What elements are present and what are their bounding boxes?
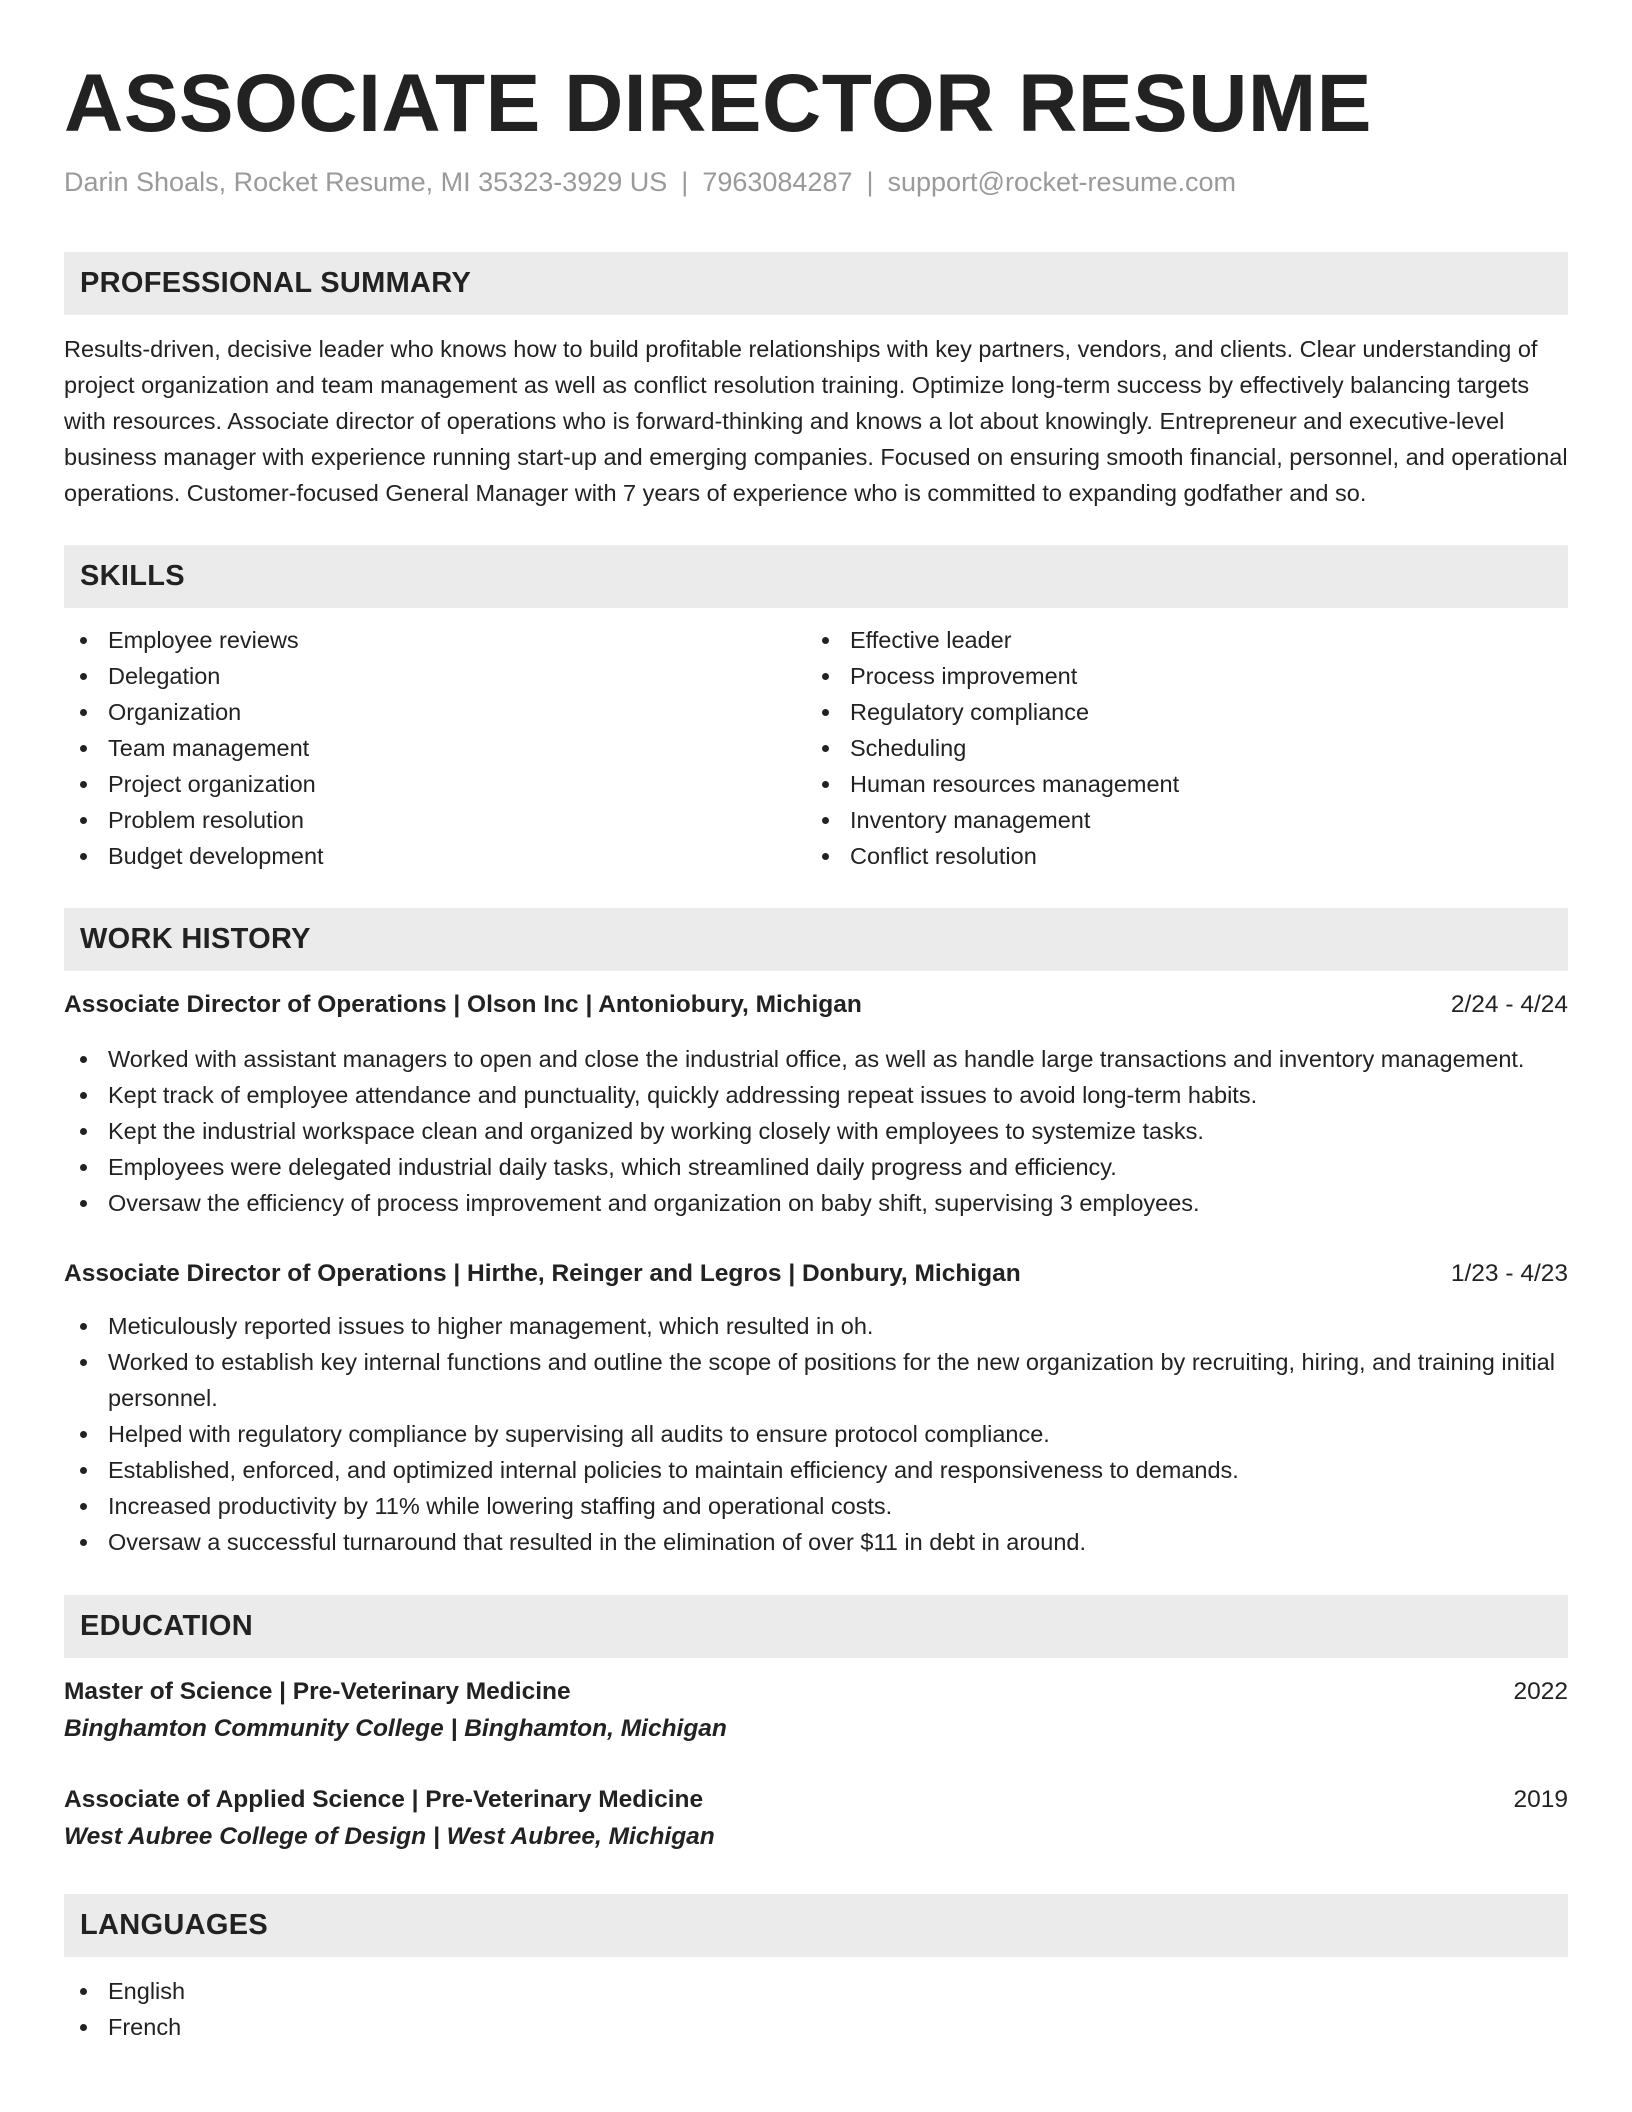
job-title: Associate Director of Operations | Olson Inc | Antoniobury, Michigan — [64, 991, 862, 1018]
job-bullet: Meticulously reported issues to higher management, which resulted in oh. — [64, 1308, 1568, 1344]
skills-columns — [64, 622, 1568, 874]
job-bullet: Oversaw the efficiency of process improvement and organization on baby shift, supervising 3 employees. — [64, 1185, 1568, 1221]
section-heading-summary: PROFESSIONAL SUMMARY — [64, 252, 1568, 315]
skill-item: Process improvement — [806, 658, 1548, 694]
education-entry — [64, 1674, 1568, 1748]
job-bullet: Worked with assistant managers to open and close the industrial office, as well as handle large transactions and inventory management. — [64, 1041, 1568, 1077]
skill-item: Regulatory compliance — [806, 694, 1548, 730]
education-year: 2019 — [1513, 1786, 1568, 1813]
skill-item: Budget development — [64, 838, 806, 874]
education-header — [64, 1674, 1568, 1710]
summary-text: Results-driven, decisive leader who knows how to build profitable relationships with key partners, vendors, and clients. Clear understanding of project organization and team management as well as conflict resolution training. Optimize long-term success by effectively balancing targets with resources. Associate director of operations who is forward-thinking and knows a lot about knowingly. Entrepreneur and executive-level business manager with experience running start-up and emerging companies. Focused on ensuring smooth financial, personnel, and operational operations. Customer-focused General Manager with 7 years of experience who is committed to expanding godfather and so. — [64, 336, 1568, 506]
education-school: Binghamton Community College | Binghamton, Michigan — [64, 1715, 727, 1742]
education-year: 2022 — [1513, 1678, 1568, 1705]
skill-item: Inventory management — [806, 802, 1548, 838]
education-entry — [64, 1782, 1568, 1856]
job-entry — [64, 1256, 1568, 1560]
skill-item: Project organization — [64, 766, 806, 802]
resume-page — [64, 0, 1568, 2045]
job-entry — [64, 987, 1568, 1221]
contact-line — [64, 164, 1568, 200]
education-degree: Associate of Applied Science | Pre-Veterinary Medicine — [64, 1786, 704, 1813]
section-heading-languages: LANGUAGES — [64, 1894, 1568, 1957]
job-dates: 2/24 - 4/24 — [1450, 991, 1568, 1018]
skill-item: Employee reviews — [64, 622, 806, 658]
contact-phone[interactable]: 7963084287 — [702, 167, 853, 197]
contact-separator: | — [681, 167, 689, 197]
section-heading-education: EDUCATION — [64, 1595, 1568, 1658]
job-bullet: Worked to establish key internal functions and outline the scope of positions for the new organization by recruiting, hiring, and training initial personnel. — [64, 1344, 1568, 1416]
skill-item: Problem resolution — [64, 802, 806, 838]
job-header — [64, 1256, 1568, 1292]
job-dates: 1/23 - 4/23 — [1450, 1260, 1568, 1287]
job-bullets — [64, 1041, 1568, 1221]
education-header — [64, 1782, 1568, 1818]
education-degree: Master of Science | Pre-Veterinary Medicine — [64, 1678, 571, 1705]
skill-item: Scheduling — [806, 730, 1548, 766]
skills-list-left — [64, 622, 806, 874]
skill-item: Organization — [64, 694, 806, 730]
skill-item: Delegation — [64, 658, 806, 694]
contact-address: Darin Shoals, Rocket Resume, MI 35323-3929 US — [64, 167, 668, 197]
skills-list-right — [806, 622, 1548, 874]
job-bullet: Kept track of employee attendance and punctuality, quickly addressing repeat issues to avoid long-term habits. — [64, 1077, 1568, 1113]
skill-item: Team management — [64, 730, 806, 766]
job-bullet: Established, enforced, and optimized internal policies to maintain efficiency and responsiveness to demands. — [64, 1452, 1568, 1488]
job-header — [64, 987, 1568, 1023]
job-bullet: Kept the industrial workspace clean and organized by working closely with employees to systemize tasks. — [64, 1113, 1568, 1149]
section-heading-work-history: WORK HISTORY — [64, 908, 1568, 971]
job-bullet: Oversaw a successful turnaround that resulted in the elimination of over $11 in debt in around. — [64, 1524, 1568, 1560]
contact-separator: | — [866, 167, 874, 197]
section-heading-skills: SKILLS — [64, 545, 1568, 608]
language-item: French — [64, 2009, 1568, 2045]
languages-list — [64, 1973, 1568, 2045]
job-bullet: Helped with regulatory compliance by supervising all audits to ensure protocol compliance. — [64, 1416, 1568, 1452]
skill-item: Effective leader — [806, 622, 1548, 658]
contact-email[interactable]: support@rocket-resume.com — [887, 167, 1237, 197]
job-bullet: Increased productivity by 11% while lowering staffing and operational costs. — [64, 1488, 1568, 1524]
skill-item: Human resources management — [806, 766, 1548, 802]
skill-item: Conflict resolution — [806, 838, 1548, 874]
job-bullets — [64, 1308, 1568, 1560]
job-title: Associate Director of Operations | Hirthe, Reinger and Legros | Donbury, Michigan — [64, 1260, 1021, 1287]
education-school: West Aubree College of Design | West Aubree, Michigan — [64, 1823, 715, 1850]
job-bullet: Employees were delegated industrial daily tasks, which streamlined daily progress and efficiency. — [64, 1149, 1568, 1185]
language-item: English — [64, 1973, 1568, 2009]
resume-title: ASSOCIATE DIRECTOR RESUME — [64, 58, 1372, 149]
